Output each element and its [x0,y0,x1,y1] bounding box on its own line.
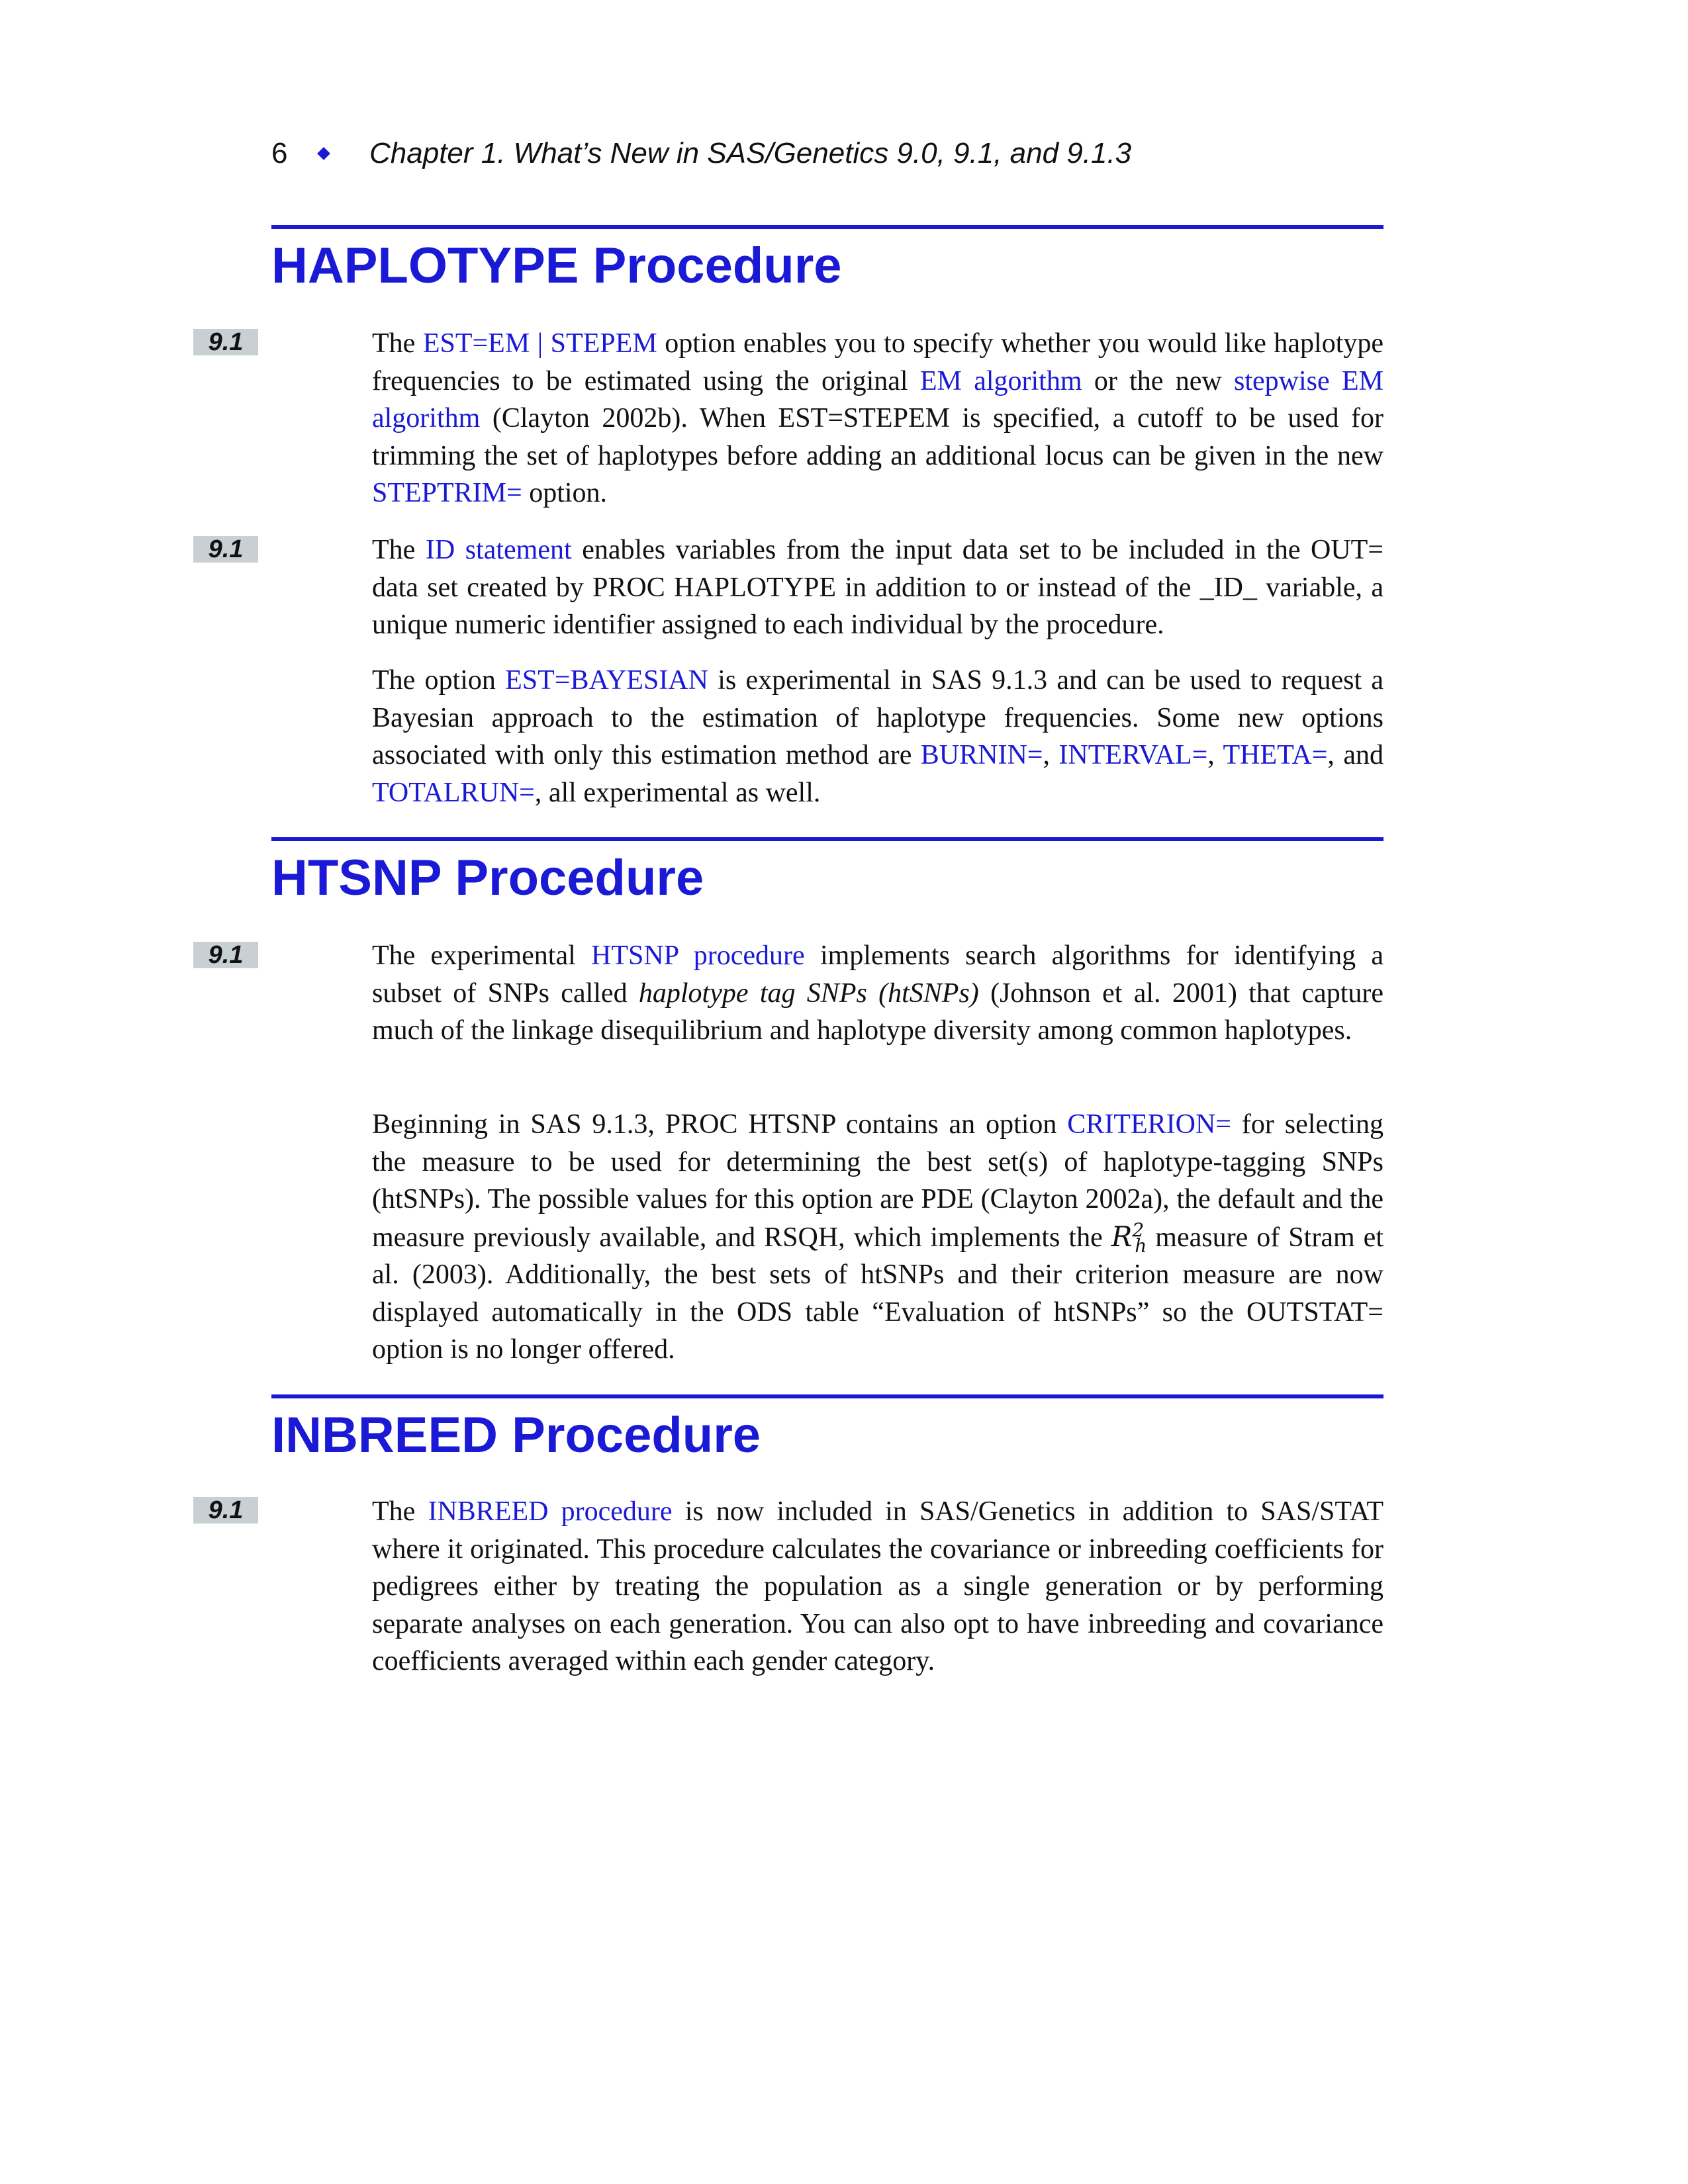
link-interval[interactable]: INTERVAL= [1058,740,1208,770]
paragraph: Beginning in SAS 9.1.3, PROC HTSNP contains an option CRITERION= for selecting the measure to be used for determining the best set(s) of haplotype-tagging SNPs (htSNPs). The possible values for this option are PDE (Clayton 2002a), the default and the measure previously available, and RSQH, which implements the $R^2_h$ measure of Stram et al. (2003). Additionally, the best sets of htSNPs and their criterion measure are now displayed automatically in the ODS table “Evaluation of htSNPs” so the OUTSTAT= option is no longer offered. [372,1109,1383,1365]
diamond-bullet-icon [317,147,330,160]
link-burnin[interactable]: BURNIN= [920,740,1043,770]
paragraph: The ID statement enables variables from the input data set to be included in the OUT= data set created by PROC HAPLOTYPE in addition to or instead of the _ID_ variable, a unique numeric identifier assigned to each individual by the procedure. [372,535,1384,640]
version-badge: 9.1 [193,942,258,968]
version-badge: 9.1 [193,1497,258,1524]
section-haplotype [271,225,1383,299]
paragraph: The INBREED procedure is now included in SAS/Genetics in addition to SAS/STAT where it originated. This procedure calculates the covariance or inbreeding coefficients for pedigrees either by treating the population as a single generation or by performing separate analyses on each generation. You can also opt to have inbreeding and covariance coefficients averaged within each gender category. [372,1496,1384,1676]
section-rule [271,837,1383,841]
link-totalrun[interactable]: TOTALRUN= [372,777,535,808]
paragraph: The experimental HTSNP procedure implements search algorithms for identifying a subset of SNPs called haplotype tag SNPs (htSNPs) (Johnson et al. 2001) that capture much of the linkage disequilibrium and haplotype diversity among common haplotypes. [372,940,1384,1046]
section-htsnp [271,837,1383,911]
link-steptrim[interactable]: STEPTRIM= [372,478,522,508]
paragraph: The EST=EM | STEPEM option enables you to specify whether you would like haplotype frequencies to be estimated using the original EM algorithm or the new stepwise EM algorithm (Clayton 2002b). When EST=STEPEM is specified, a cutoff to be used for trimming the set of haplotypes before adding an additional locus can be given in the new STEPTRIM= option. [372,328,1383,508]
section-rule [271,225,1383,229]
chapter-title: Chapter 1. What’s New in SAS/Genetics 9.0, 9.1, and 9.1.3 [369,137,1132,169]
section-rule [271,1394,1383,1398]
version-badge: 9.1 [193,329,258,355]
section-inbreed [271,1394,1383,1469]
link-id-statement[interactable]: ID statement [425,535,572,565]
link-htsnp-procedure[interactable]: HTSNP procedure [591,940,805,971]
section-title: INBREED Procedure [271,1407,761,1463]
link-est-bayesian[interactable]: EST=BAYESIAN [505,665,708,696]
running-header [271,132,1383,175]
paragraph: The option EST=BAYESIAN is experimental in SAS 9.1.3 and can be used to request a Bayesian approach to the estimation of haplotype frequencies. Some new options associated with only this estimation method are BURNIN=, INTERVAL=, THETA=, and TOTALRUN=, all experimental as well. [372,665,1383,808]
version-badge: 9.1 [193,536,258,563]
emphasis-htsnps: haplotype tag SNPs (htSNPs) [638,978,979,1009]
link-criterion[interactable]: CRITERION= [1067,1109,1231,1140]
section-title: HAPLOTYPE Procedure [271,238,842,294]
link-em-algorithm[interactable]: EM algorithm [919,365,1082,396]
link-inbreed-procedure[interactable]: INBREED procedure [428,1496,673,1527]
page-number: 6 [271,137,288,169]
link-theta[interactable]: THETA= [1223,740,1328,770]
section-title: HTSNP Procedure [271,850,704,906]
link-est-em-stepem[interactable]: EST=EM | STEPEM [422,328,657,359]
math-r-squared-h: $R^2_h$ [1111,1218,1147,1257]
link-stepwise-em-algorithm[interactable]: stepwise EM algorithm [372,365,1383,433]
